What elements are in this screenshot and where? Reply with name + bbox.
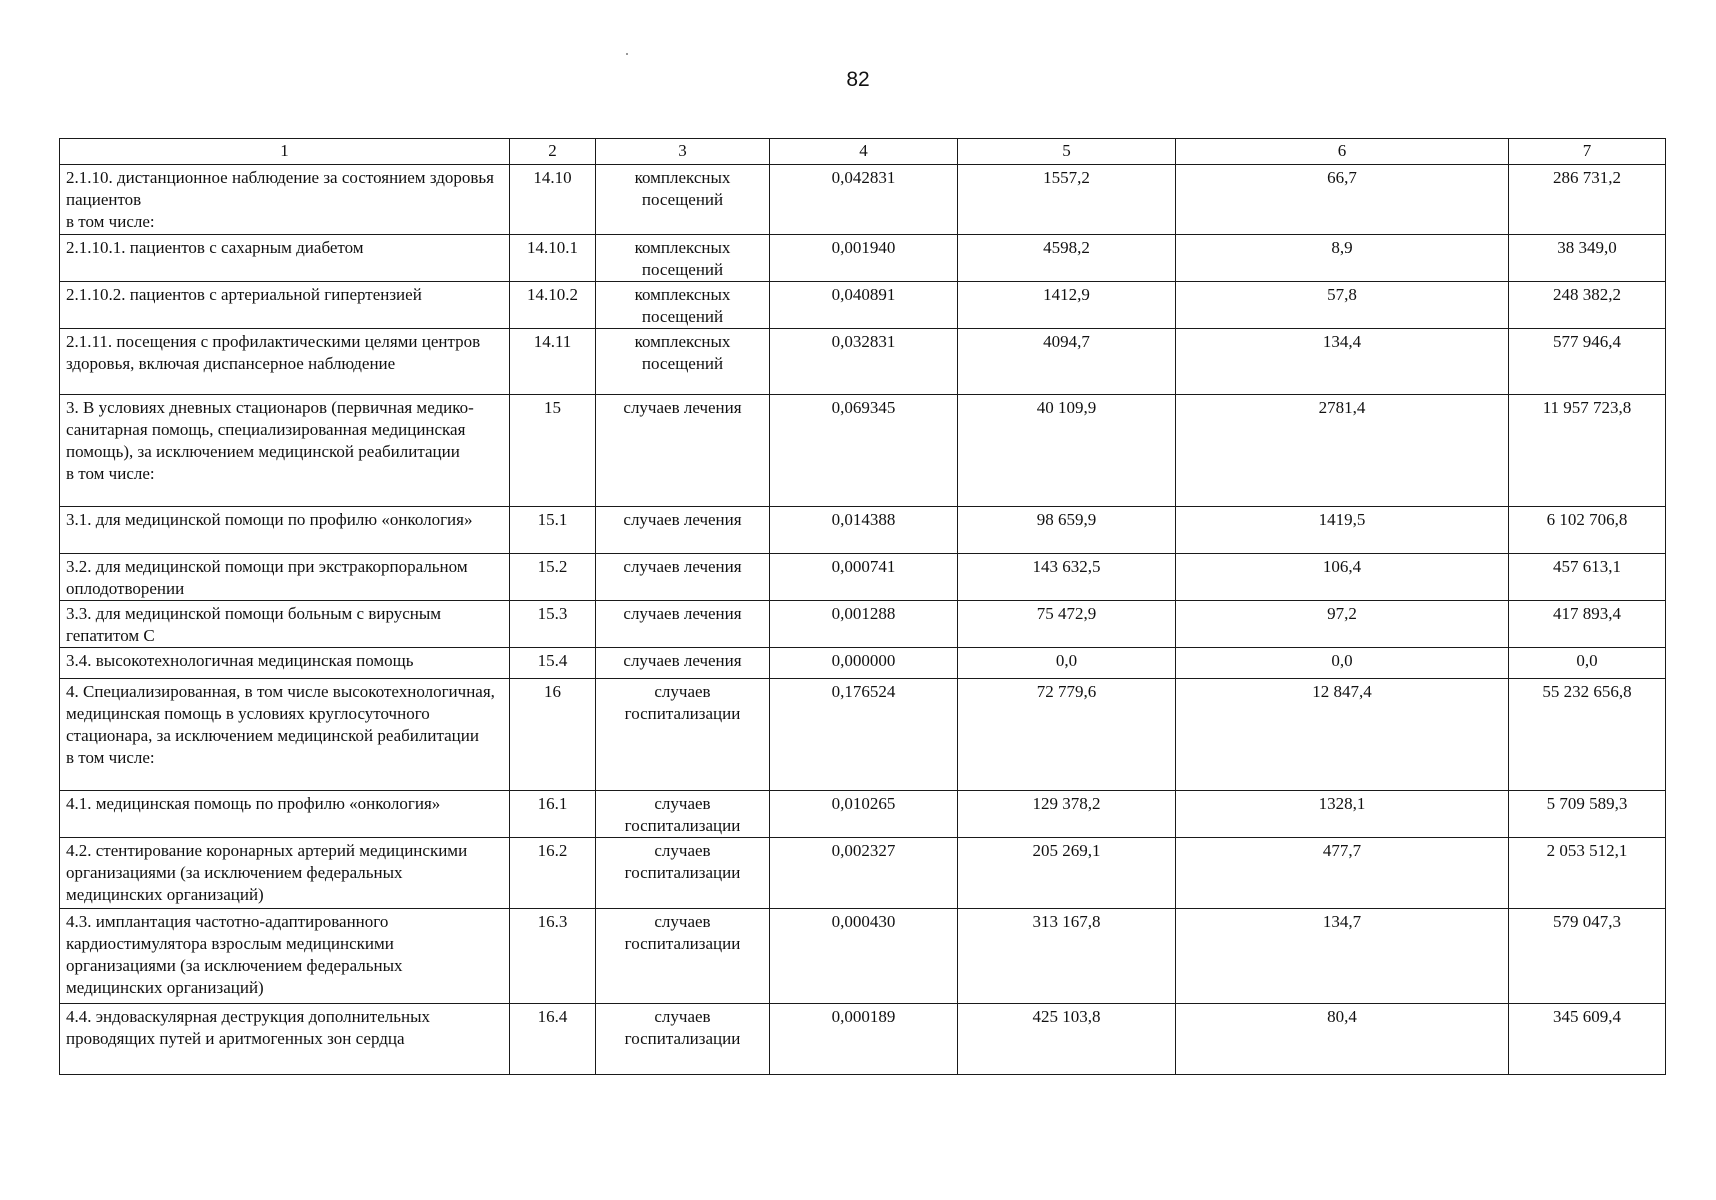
table-row (60, 282, 1666, 329)
row-code-cell: 14.10 (510, 165, 596, 235)
row-value-cell: 248 382,2 (1509, 282, 1666, 329)
table-row (60, 235, 1666, 282)
row-value-cell: 1412,9 (958, 282, 1176, 329)
row-name-cell: 3.2. для медицинской помощи при экстракорпоральном оплодотворении (60, 554, 510, 601)
row-unit-cell: случаев госпитализации (596, 909, 770, 1004)
row-value-cell: 1328,1 (1176, 791, 1509, 838)
row-value-cell: 12 847,4 (1176, 679, 1509, 791)
table-row (60, 838, 1666, 909)
row-code-cell: 15.4 (510, 648, 596, 679)
row-value-cell: 0,000189 (770, 1004, 958, 1075)
row-value-cell: 0,0 (1509, 648, 1666, 679)
row-unit-cell: случаев госпитализации (596, 791, 770, 838)
row-value-cell: 205 269,1 (958, 838, 1176, 909)
row-value-cell: 143 632,5 (958, 554, 1176, 601)
row-value-cell: 80,4 (1176, 1004, 1509, 1075)
table-row (60, 909, 1666, 1004)
row-value-cell: 0,0 (1176, 648, 1509, 679)
row-value-cell: 75 472,9 (958, 601, 1176, 648)
table-row (60, 648, 1666, 679)
header-cell: 1 (60, 139, 510, 165)
row-value-cell: 6 102 706,8 (1509, 507, 1666, 554)
row-unit-cell: комплексных посещений (596, 235, 770, 282)
table-row (60, 791, 1666, 838)
scan-speck (626, 53, 628, 55)
row-unit-cell: случаев лечения (596, 554, 770, 601)
row-name-cell: 2.1.10.2. пациентов с артериальной гипертензией (60, 282, 510, 329)
row-value-cell: 106,4 (1176, 554, 1509, 601)
row-value-cell: 579 047,3 (1509, 909, 1666, 1004)
row-value-cell: 457 613,1 (1509, 554, 1666, 601)
row-value-cell: 0,069345 (770, 395, 958, 507)
row-value-cell: 1419,5 (1176, 507, 1509, 554)
row-value-cell: 129 378,2 (958, 791, 1176, 838)
row-name-cell: 2.1.10. дистанционное наблюдение за состоянием здоровья пациентов в том числе: (60, 165, 510, 235)
row-name-cell: 3.1. для медицинской помощи по профилю «онкология» (60, 507, 510, 554)
row-value-cell: 134,7 (1176, 909, 1509, 1004)
row-value-cell: 417 893,4 (1509, 601, 1666, 648)
row-name-cell: 3.4. высокотехнологичная медицинская помощь (60, 648, 510, 679)
row-code-cell: 15 (510, 395, 596, 507)
row-value-cell: 97,2 (1176, 601, 1509, 648)
row-value-cell: 2 053 512,1 (1509, 838, 1666, 909)
row-value-cell: 11 957 723,8 (1509, 395, 1666, 507)
header-cell: 6 (1176, 139, 1509, 165)
header-cell: 7 (1509, 139, 1666, 165)
row-code-cell: 15.3 (510, 601, 596, 648)
row-code-cell: 14.11 (510, 329, 596, 395)
row-value-cell: 425 103,8 (958, 1004, 1176, 1075)
row-value-cell: 4094,7 (958, 329, 1176, 395)
row-code-cell: 16.1 (510, 791, 596, 838)
page-number: 82 (846, 68, 870, 91)
row-value-cell: 0,014388 (770, 507, 958, 554)
row-value-cell: 40 109,9 (958, 395, 1176, 507)
header-cell: 2 (510, 139, 596, 165)
row-unit-cell: комплексных посещений (596, 282, 770, 329)
row-value-cell: 0,0 (958, 648, 1176, 679)
row-value-cell: 8,9 (1176, 235, 1509, 282)
row-unit-cell: случаев лечения (596, 601, 770, 648)
row-name-cell: 3.3. для медицинской помощи больным с вирусным гепатитом С (60, 601, 510, 648)
row-code-cell: 16.3 (510, 909, 596, 1004)
row-name-cell: 3. В условиях дневных стационаров (первичная медико-санитарная помощь, специализированная медицинская помощь), за исключением медицинской реабилитации в том числе: (60, 395, 510, 507)
row-value-cell: 1557,2 (958, 165, 1176, 235)
table-row (60, 1004, 1666, 1075)
header-cell: 3 (596, 139, 770, 165)
row-value-cell: 477,7 (1176, 838, 1509, 909)
table-row (60, 601, 1666, 648)
row-value-cell: 0,042831 (770, 165, 958, 235)
row-value-cell: 577 946,4 (1509, 329, 1666, 395)
row-value-cell: 55 232 656,8 (1509, 679, 1666, 791)
row-value-cell: 0,000741 (770, 554, 958, 601)
row-code-cell: 16.4 (510, 1004, 596, 1075)
header-cell: 5 (958, 139, 1176, 165)
row-name-cell: 2.1.11. посещения с профилактическими целями центров здоровья, включая диспансерное наблюдение (60, 329, 510, 395)
row-value-cell: 4598,2 (958, 235, 1176, 282)
row-code-cell: 15.1 (510, 507, 596, 554)
header-row (60, 139, 1666, 165)
row-code-cell: 16.2 (510, 838, 596, 909)
row-value-cell: 98 659,9 (958, 507, 1176, 554)
data-table (59, 138, 1666, 1075)
row-value-cell: 134,4 (1176, 329, 1509, 395)
row-unit-cell: случаев госпитализации (596, 838, 770, 909)
row-value-cell: 0,040891 (770, 282, 958, 329)
row-value-cell: 72 779,6 (958, 679, 1176, 791)
row-value-cell: 345 609,4 (1509, 1004, 1666, 1075)
row-name-cell: 4.2. стентирование коронарных артерий медицинскими организациями (за исключением федеральных медицинских организаций) (60, 838, 510, 909)
row-value-cell: 2781,4 (1176, 395, 1509, 507)
row-name-cell: 4. Специализированная, в том числе высокотехнологичная, медицинская помощь в условиях круглосуточного стационара, за исключением медицинской реабилитации в том числе: (60, 679, 510, 791)
row-value-cell: 286 731,2 (1509, 165, 1666, 235)
row-value-cell: 313 167,8 (958, 909, 1176, 1004)
row-name-cell: 4.4. эндоваскулярная деструкция дополнительных проводящих путей и аритмогенных зон сердца (60, 1004, 510, 1075)
row-name-cell: 2.1.10.1. пациентов с сахарным диабетом (60, 235, 510, 282)
row-unit-cell: случаев госпитализации (596, 679, 770, 791)
row-value-cell: 0,010265 (770, 791, 958, 838)
row-unit-cell: случаев лечения (596, 507, 770, 554)
table-row (60, 165, 1666, 235)
row-unit-cell: комплексных посещений (596, 165, 770, 235)
row-value-cell: 0,176524 (770, 679, 958, 791)
table-row (60, 329, 1666, 395)
row-unit-cell: комплексных посещений (596, 329, 770, 395)
row-code-cell: 16 (510, 679, 596, 791)
row-unit-cell: случаев госпитализации (596, 1004, 770, 1075)
row-value-cell: 5 709 589,3 (1509, 791, 1666, 838)
row-value-cell: 0,002327 (770, 838, 958, 909)
row-value-cell: 57,8 (1176, 282, 1509, 329)
row-value-cell: 38 349,0 (1509, 235, 1666, 282)
row-value-cell: 0,001288 (770, 601, 958, 648)
row-value-cell: 0,000430 (770, 909, 958, 1004)
row-unit-cell: случаев лечения (596, 395, 770, 507)
table-row (60, 679, 1666, 791)
row-value-cell: 0,000000 (770, 648, 958, 679)
table-row (60, 395, 1666, 507)
row-unit-cell: случаев лечения (596, 648, 770, 679)
table-row (60, 554, 1666, 601)
row-value-cell: 0,032831 (770, 329, 958, 395)
row-value-cell: 0,001940 (770, 235, 958, 282)
row-code-cell: 14.10.1 (510, 235, 596, 282)
row-name-cell: 4.3. имплантация частотно-адаптированного кардиостимулятора взрослым медицинскими организациями (за исключением федеральных медицинских организаций) (60, 909, 510, 1004)
header-cell: 4 (770, 139, 958, 165)
row-code-cell: 14.10.2 (510, 282, 596, 329)
row-code-cell: 15.2 (510, 554, 596, 601)
row-name-cell: 4.1. медицинская помощь по профилю «онкология» (60, 791, 510, 838)
row-value-cell: 66,7 (1176, 165, 1509, 235)
table-row (60, 507, 1666, 554)
